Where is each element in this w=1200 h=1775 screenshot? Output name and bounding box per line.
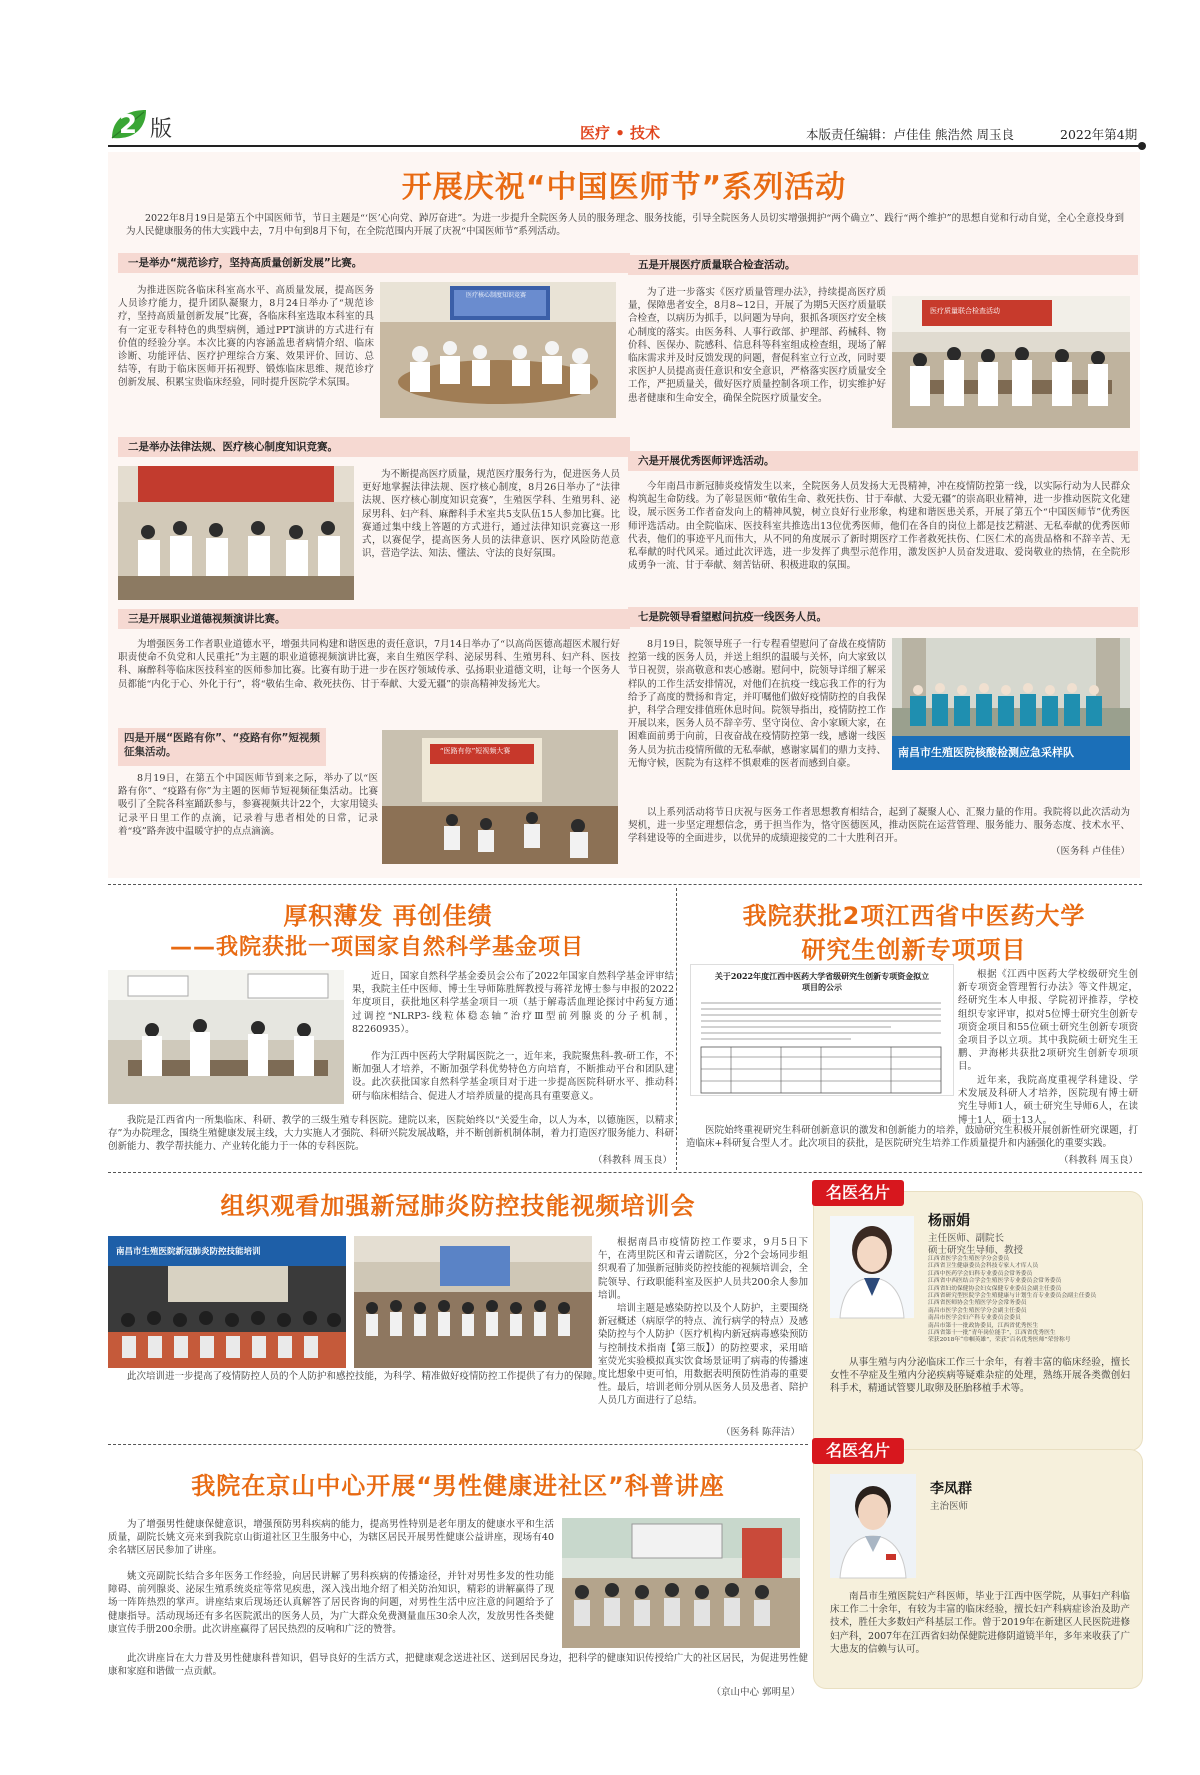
doctor-avatar-icon: [830, 1474, 916, 1578]
item3-text-block: [118, 638, 620, 718]
item1-heading: 一是举办“规范诊疗，坚持高质量创新发展”比赛。: [118, 253, 630, 273]
photo-knowledge-contest: [118, 466, 354, 600]
photo6-caption: 南昌市生殖医院核酸检测应急采样队: [898, 746, 1074, 759]
item5-text-block: [628, 286, 886, 444]
photo4-caption: 医疗质量联合检查活动: [930, 307, 1000, 315]
doctor2-title-1: 主治医师: [930, 1501, 969, 1512]
grad-text2-block: [958, 1074, 1138, 1126]
item4-heading-block: [118, 728, 326, 766]
covid-title: 组织观看加强新冠肺炎防控技能视频培训会: [220, 1192, 696, 1220]
photo1-caption: 医疗核心制度知识竞赛: [466, 292, 527, 299]
feature-title: 开展庆祝“中国医师节”系列活动: [401, 170, 847, 205]
header-rule-dot: [1138, 142, 1146, 150]
grad-text2: 近年来，我院高度重视学科建设、学术发展及科研人才培养，医院现有博士研究生导师1人，硕士研究生导师6人，在读博士1人，硕士13人。: [958, 1075, 1138, 1126]
role-line: 江西省第十一批“青年岗位能手”，江西省优秀医生: [928, 1330, 1056, 1337]
covid-text2: 培训主题是感染防控以及个人防护，主要围绕新冠概述（病原学的特点、流行病学的特点）及感染防控与个人防护（医疗机构内新冠病毒感染预防与控制技术指南【第三版】）的防控要求，采用暗室荧光实验模拟真实饮食场景证明了病毒的传播速度比想象中更可怕，用数据表明预防性消毒的重要性。最后，培训老师分别从医务人员及患者、陪护人员几方面进行了总结。: [598, 1303, 808, 1407]
doctor1-title-1: 主任医师、副院长: [928, 1233, 1005, 1244]
doctor2-name: 李凤群: [930, 1481, 972, 1497]
photo-community-lecture: [562, 1518, 800, 1648]
role-line: 江西省研究型医院学会生殖健康与计划生育专业委员会副主任委员: [928, 1293, 1097, 1300]
health-text1-block: [108, 1518, 554, 1570]
grad-notice-document: [690, 964, 954, 1096]
nsfc-text3: 我院是江西省内一所集临床、科研、教学的三级生殖专科医院。建院以来，医院始终以“关爱生命，以人为本，以德施医，以精求存”为办院理念，围绕生殖健康发展主线，大力实施人才强院、科研兴院发展战略，并不断创新机制体制，着力打造医疗服务能力、科研创新能力、教学帮扶能力、产业转化能力于一体的专科医院。: [108, 1115, 674, 1153]
feature-intro-text: 2022年8月19日是第五个中国医师节，节日主题是“‘医’心向党、踔厉奋进”。为进一步提升全院医务人员的服务理念、服务技能，引导全院医务人员切实增强拥护“两个确立”、践行“两个维护”的思想自觉和行动自觉，全心全意投身到为人民健康服务的伟大实践中去，7月中旬到8月下旬，在全院范围内开展了庆祝“中国医师节”系列活动。: [126, 213, 1124, 238]
doctor2-bio: 南昌市生殖医院妇产科医师，毕业于江西中医学院，从事妇产科临床工作二十余年，有较为丰富的临床经验，擅长妇产科病症诊治及助产技术，胜任大多数妇产科基层工作。曾于2019年在新建区人民医院进修妇产科，2007年在江西省妇幼保健院进修阴道镜半年，多年来收获了广大患友的信赖与认可。: [830, 1591, 1130, 1655]
grad-text1-block: [958, 968, 1138, 1076]
divider-2: [108, 1172, 1142, 1173]
page-suffix: 版: [150, 117, 173, 142]
divider-3: [108, 1444, 808, 1445]
section-name: 医疗 • 技术: [580, 124, 661, 142]
grad-text3: 医院始终重视研究生科研创新意识的激发和创新能力的培养，鼓励研究生积极开展创新性研究课题，打造临床+科研复合型人才。此次项目的获批，是医院研究生培养工作质量提升和内涵强化的重要实践。: [686, 1125, 1138, 1150]
doctor2-portrait: [830, 1474, 916, 1578]
photo-research-lab: [108, 970, 344, 1104]
item2-text: 为不断提高医疗质量，规范医疗服务行为，促进医务人员更好地掌握法律法规、医疗核心制度，8月26日举办了“法律法规、医疗核心制度知识竞赛”，生殖医学科、生殖男科、泌尿男科、妇产科、麻醉科手术室共5支队伍15人参加比赛。比赛通过集中线上答题的方式进行，通过法律知识竞赛这一形式，以赛促学，提高医务人员的法律意识、医疗风险防范意识，营造学法、知法、懂法、守法的良好氛围。: [362, 469, 620, 560]
doctor1-portrait: [830, 1216, 914, 1318]
item4-text-block: [118, 772, 378, 864]
role-line: 江西中医药学会妇科专业委员会常务委员: [928, 1270, 1033, 1277]
editors: 本版责任编辑：卢佳佳 熊浩然 周玉良: [806, 127, 1014, 142]
role-line: 江西省医学会生殖医学分会委员: [928, 1256, 1010, 1262]
health-signature: （京山中心 郭明星）: [711, 1687, 800, 1698]
health-title: 我院在京山中心开展“男性健康进社区”科普讲座: [191, 1472, 725, 1500]
grad-title-line2: 研究生创新专项项目: [801, 936, 1027, 964]
doctor2-tag: 名医名片: [812, 1438, 904, 1464]
role-line: 江西省卫生健康委员会科技专家人才库人员: [928, 1263, 1039, 1270]
feature-signature: （医务科 卢佳佳）: [1050, 846, 1130, 857]
grad-text1: 根据《江西中医药大学校级研究生创新专项资金管理暂行办法》等文件规定，经研究生本人申报、学院初评推荐，学校组织专家评审，拟对5位博士研究生创新专项资金项目和55位硕士研究生创新专项资金项目予以立项。其中我院硕士研究生王鹏、尹海彬共获批2项研究生创新专项项目。: [958, 969, 1138, 1073]
photo-training-room: [354, 1236, 592, 1368]
covid-text1: 根据南昌市疫情防控工作要求，9月5日下午，在湾里院区和青云谱院区，分2个会场同步组织观看了加强新冠肺炎防控技能的视频培训会，全院领导、行政职能科室及医护人员共200余人参加培训。: [598, 1237, 808, 1301]
health-text2-block: [108, 1570, 554, 1650]
item5-text: 为了进一步落实《医疗质量管理办法》，持续提高医疗质量，保障患者安全，8月8~12日，开展了为期5天医疗质量联合检查，以病历为抓手，以问题为导向，狠抓各项医疗安全核心制度的落实。由医务科、人事行政部、护理部、药械科、物价科、医保办、院感科、信息科等科室组成检查组，现场了解临床需求并及时反馈发现的问题，督促科室立行立改，同时要求医护人员提高责任意识和安全意识，严格落实医疗质量安全工作，严把质量关，做好医疗质量控制各项工作，切实维护好患者健康和生命安全，确保全院医疗质量安全。: [628, 287, 886, 404]
photo3-caption: “医路有你”短视频大赛: [440, 747, 511, 755]
item6-heading: 六是开展优秀医师评选活动。: [628, 451, 1138, 471]
nsfc-title-line2: ——我院获批一项国家自然科学基金项目: [170, 935, 585, 960]
photo-competition-room: [380, 282, 616, 418]
doctor1-title-2: 硕士研究生导师、教授: [928, 1245, 1024, 1256]
header-rule: [108, 145, 1142, 147]
document-lines-graphic: [691, 997, 953, 1097]
item6-text-block: [628, 480, 1130, 598]
doctor1-bio-block: [830, 1356, 1130, 1420]
grad-signature: （科教科 周玉良）: [1058, 1155, 1138, 1166]
item3-text: 为增强医务工作者职业道德水平，增强共同构建和谐医患的责任意识，7月14日举办了“以高尚医德高超医术履行好职责使命不负党和人民重托”为主题的职业道德视频演讲比赛，来自生殖医学科、泌尿男科、生殖男科、妇产科、医技科、麻醉科等临床医技科室的医师参加比赛。比赛有助于进一步在医疗领域传承、弘扬职业道德文明，让每一个医务人员都能“内化于心、外化于行”，将“敬佑生命、救死扶伤、甘于奉献、大爱无疆”的崇高精神发扬光大。: [118, 639, 620, 690]
nsfc-text1: 近日，国家自然科学基金委员会公布了2022年国家自然科学基金评审结果，我院主任中医师、博士生导师陈胜辉教授与蒋祥龙博士参与申报的2022年度项目，获批地区科学基金项目一项（基于解毒活血理论探讨中药复方通过调控“NLRP3-线粒体稳态轴”治疗Ⅲ型前列腺炎的分子机制，82260935）。: [352, 971, 674, 1035]
grad-doc-title: 关于2022年度江西中医药大学省级研究生创新专项资金拟立项目的公示: [714, 971, 930, 992]
covid-signature: （医务科 陈萍洁）: [720, 1427, 800, 1438]
health-text2: 姚文亮副院长结合多年医务工作经验，向居民讲解了男科疾病的传播途径，并针对男性多发的性功能障碍、前列腺炎、泌尿生殖系统炎症等常见疾患，深入浅出地介绍了相关防治知识，精彩的讲解赢得了现场一阵阵热烈的掌声。讲座结束后现场还认真解答了居民咨询的问题，对男性生活中应注意的问题给予了健康指导。活动现场还有多名医院派出的医务人员，为广大群众免费测量血压30余人次，发放男性各类健康宣传手册200余册。此次讲座赢得了居民热烈的反响和广泛的赞誉。: [108, 1571, 554, 1635]
covid-text3-block: [108, 1370, 808, 1410]
nsfc-text1-block: [352, 970, 674, 1052]
grad-title-line1: 我院获批2项江西省中医药大学: [742, 902, 1086, 930]
doctor-avatar-icon: [830, 1216, 914, 1318]
doctor1-bio: 从事生殖与内分泌临床工作三十余年，有着丰富的临床经验，擅长女性不孕症及生殖内分泌疾病等疑难杂症的处理，熟练开展各类微创妇科手术，精通试管婴儿取卵及胚胎移植手术等。: [830, 1357, 1130, 1395]
covid-text3: 此次培训进一步提高了疫情防控人员的个人防护和感控技能，为科学、精准做好疫情防控工作提供了有力的保障。: [127, 1371, 603, 1382]
item3-heading: 三是开展职业道德视频演讲比赛。: [118, 609, 630, 629]
item1-text: 为推进医院各临床科室高水平、高质量发展，提高医务人员诊疗能力，提升团队凝聚力，8月24日举办了“规范诊疗，坚持高质量创新发展”比赛，各临床科室选取本科室的具有一定亚专科特色的典型病例，通过PPT演讲的方式进行有价值的经验分享。本次比赛的内容涵盖患者病情介绍、临床诊断、功能评估、医疗护理综合方案、效果评价、回访、总结等，有助于临床医师开拓视野、锻炼临床思维、规范诊疗创新发展、积累宝贵临床经验，同时提升医院学术氛围。: [118, 285, 374, 389]
role-line: 江西省医师协会生殖医学分会常务委员: [928, 1300, 1027, 1307]
feature-closing: 以上系列活动将节日庆祝与医务工作者思想教育相结合，起到了凝聚人心、汇聚力量的作用。我院将以此次活动为契机，进一步坚定理想信念，勇于担当作为，恪守医德医风，推动医院在运营管理、服务能力、服务态度、技术水平、学科建设等的全面进步，以优异的成绩迎接党的二十大胜利召开。: [628, 807, 1130, 845]
divider-1: [108, 884, 1142, 885]
nsfc-title-line1: 厚积薄发 再创佳绩: [283, 902, 493, 930]
covid-text1-block: [598, 1236, 808, 1304]
health-text1: 为了增强男性健康保健意识，增强预防男科疾病的能力，提高男性特别是老年朋友的健康水平和生活质量，副院长姚文亮来到我院京山街道社区卫生服务中心，为辖区居民开展男性健康公益讲座，现场有40余名辖区居民参加了讲座。: [108, 1519, 554, 1557]
photo-sampling-team: [892, 638, 1130, 770]
role-line: 江西省妇幼保健协会妇女保健专业委员会副主任委员: [928, 1285, 1062, 1292]
health-text3-block: [108, 1652, 808, 1680]
photo-training-hall: [108, 1236, 346, 1368]
item4-heading: 四是开展“医路有你”、“疫路有你”短视频征集活动。: [124, 732, 320, 758]
role-line: 南昌市第十一批政协委员，江西省优秀医生: [928, 1322, 1039, 1329]
photo-quality-inspection: [892, 296, 1130, 428]
role-line: 荣获2018年“巾帼英雄”，荣获“百名优秀医师”荣誉称号: [928, 1337, 1071, 1344]
role-line: 江西省中西医结合学会生殖医学专业委员会常务委员: [928, 1278, 1062, 1285]
item7-text-block: [628, 638, 886, 808]
item5-heading: 五是开展医疗质量联合检查活动。: [628, 255, 1138, 275]
page-number: 2: [119, 110, 138, 140]
item7-heading: 七是院领导看望慰问抗疫一线医务人员。: [628, 607, 1138, 627]
role-line: 南昌市医学会妇产科专业委员会委员: [928, 1315, 1021, 1322]
feature-intro: [126, 212, 1124, 242]
item2-heading: 二是举办法律法规、医疗核心制度知识竞赛。: [118, 437, 630, 457]
doctor2-bio-block: [830, 1590, 1130, 1680]
doctor1-roles: [928, 1256, 1138, 1345]
nsfc-text2: 作为江西中医药大学附属医院之一，近年来，我院聚焦科-教-研工作，不断加强人才培养，不断加强学科优势特色方向培育，不断推动平台和团队建设。此次获批国家自然科学基金项目对于进一步提高医院科研水平、推动科研与临床相结合、促进人才培养质量的提高具有重要意义。: [352, 1051, 674, 1102]
covid-text2-block: [598, 1302, 808, 1407]
photo-video-contest: [382, 730, 618, 864]
covid-banner: 南昌市生殖医院新冠肺炎防控技能培训: [116, 1247, 261, 1257]
doctor1-tag: 名医名片: [812, 1180, 904, 1206]
issue-number: 2022年第4期: [1060, 127, 1138, 142]
role-line: 南昌市医学会生殖医学分会副主任委员: [928, 1307, 1027, 1314]
doctor1-name: 杨丽娟: [928, 1213, 970, 1229]
item4-text: 8月19日，在第五个中国医师节到来之际，举办了以“医路有你”、“疫路有你”为主题的医师节短视频征集活动。比赛吸引了全院各科室踊跃参与，参赛视频共计22个，大家用镜头记录平日里工作的点滴，记录着与患者相处的日常，记录着“疫”路奔波中温暖守护的点点滴滴。: [118, 773, 378, 837]
health-text3: 此次讲座旨在大力普及男性健康科普知识，倡导良好的生活方式，把健康观念送进社区、送到居民身边，把科学的健康知识传授给广大的社区居民，为促进男性健康和家庭和谐做一点贡献。: [108, 1653, 808, 1678]
item2-text-block: [362, 468, 620, 600]
page-number-badge: [108, 108, 148, 142]
item1-text-block: [118, 284, 374, 430]
item7-text: 8月19日，院领导班子一行专程看望慰问了奋战在疫情防控第一线的医务人员，并送上组织的温暖与关怀，向大家致以节日祝贺，崇高敬意和衷心感谢。慰问中，院领导详细了解采样队的工作生活安排情况，对他们在抗疫一线忘我工作的行为给予了高度的赞扬和肯定，并叮嘱他们做好疫情防控的自我保护，科学合理安排值班休息时间。院领导指出，疫情防控工作开展以来，医务人员不辞辛劳、坚守岗位、舍小家顾大家，在困难面前勇于向前，日夜奋战在疫情防控第一线，感谢一线医务人员为抗击疫情所做的无私奉献，感谢家属们的鼎力支持、无悔守候，医院为有这样不惧艰难的医者而感到自豪。: [628, 639, 886, 769]
nsfc-text2-block: [352, 1050, 674, 1118]
nsfc-signature: （科教科 周玉良）: [592, 1155, 672, 1166]
item6-text: 今年南昌市新冠肺炎疫情发生以来，全院医务人员发扬大无畏精神，冲在疫情防控第一线，以实际行动为人民群众构筑起生命防线。为了彰显医师“敬佑生命、救死扶伤、甘于奉献、大爱无疆”的崇高职业精神，进一步推动医院文化建设，展示医务工作者奋发向上的精神风貌，树立良好行业形象，构建和谐医患关系，开展了第五个“中国医师节”优秀医师评选活动。由全院临床、医技科室共推选出13位优秀医师，他们在各自的岗位上都是技艺精湛、无私奉献的优秀医师代表，他们的事迹平凡而伟大，从不同的角度展示了新时期医疗工作者救死扶伤、仁医仁术的高贵品格和不辞辛苦、无私奉献的时代风采。通过此次评选，进一步发挥了典型示范作用，激发医护人员奋发进取、爱岗敬业的热情，在全院形成勇争一流、甘于奉献、刻苦钻研、积极进取的氛围。: [628, 481, 1130, 572]
